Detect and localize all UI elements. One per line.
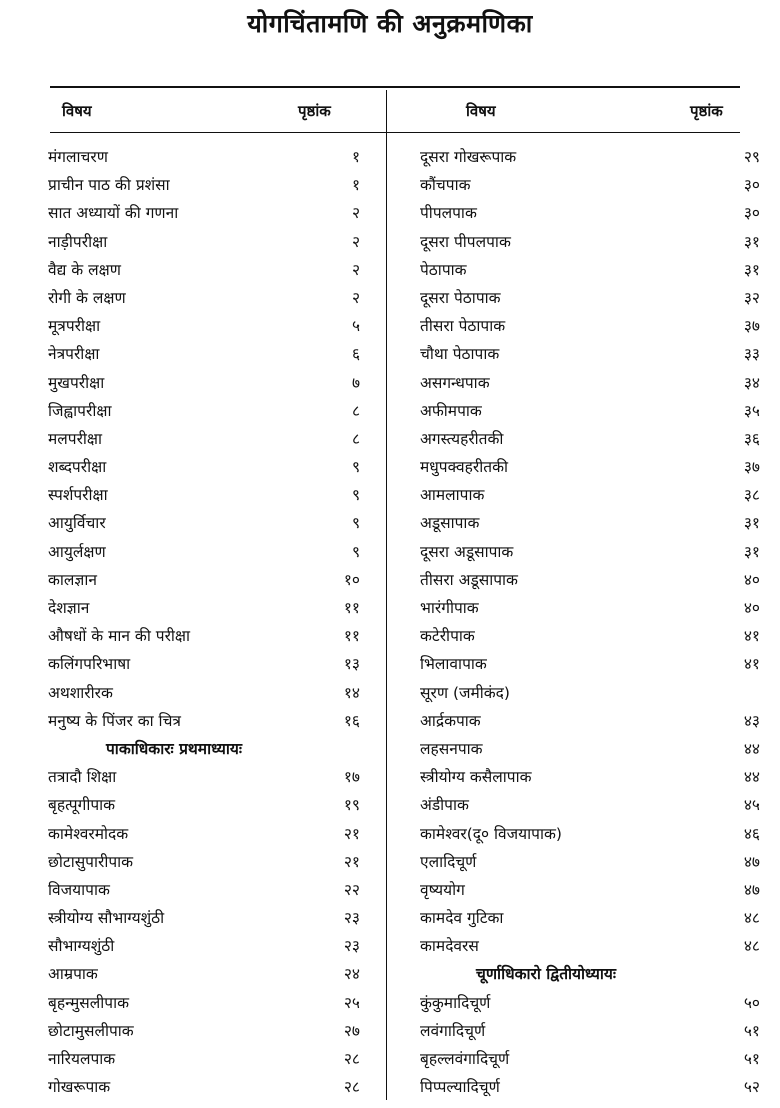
entry-page-number: ६: [351, 345, 360, 364]
entry-subject: आमलापाक: [420, 486, 485, 505]
list-item: [48, 228, 360, 256]
entry-subject: स्त्रीयोग्य सौभाग्यशुंठी: [48, 909, 165, 928]
list-item: [420, 932, 760, 960]
entry-subject: तीसरा अडूसापाक: [420, 570, 518, 589]
entry-page-number: ३७: [743, 458, 760, 477]
entry-page-number: ११: [343, 599, 360, 617]
list-item: [48, 143, 360, 171]
entry-subject: कलिंगपरिभाषा: [48, 655, 131, 674]
entry-page-number: ७: [351, 373, 360, 392]
entry-page-number: ४१: [743, 655, 760, 674]
list-item: [420, 791, 760, 819]
entry-page-number: २: [351, 260, 360, 279]
list-item: [420, 848, 760, 876]
entry-page-number: ९: [351, 542, 360, 561]
list-item: [48, 425, 360, 453]
list-item: [48, 1017, 360, 1045]
entry-subject: दूसरा अडूसापाक: [420, 542, 514, 561]
entry-subject: बृहल्लवंगादिचूर्ण: [420, 1050, 510, 1068]
entry-subject: सात अध्यायों की गणना: [48, 204, 179, 223]
entry-subject: पेठापाक: [420, 260, 467, 279]
entry-subject: शब्दपरीक्षा: [48, 458, 107, 477]
list-item: [48, 679, 360, 707]
entry-page-number: १३: [343, 655, 360, 674]
entry-subject: विजयापाक: [48, 880, 110, 899]
entry-subject: आम्रपाक: [48, 965, 98, 984]
entry-page-number: ५२: [743, 1078, 760, 1097]
entry-subject: अडूसापाक: [420, 514, 480, 533]
list-item: [420, 735, 760, 763]
entry-page-number: ३४: [743, 373, 760, 392]
list-item: [420, 509, 760, 537]
section-heading: पाकाधिकारः प्रथमाध्यायः: [106, 739, 243, 758]
list-item: [48, 594, 360, 622]
list-item: [420, 622, 760, 650]
entry-page-number: २८: [343, 1078, 360, 1097]
entry-subject: दूसरा गोखरूपाक: [420, 148, 517, 166]
list-item: [48, 989, 360, 1017]
list-item: [420, 566, 760, 594]
entry-subject: मूत्रपरीक्षा: [48, 317, 101, 336]
entry-page-number: ४३: [743, 711, 760, 730]
entry-subject: सूरण (जमीकंद): [420, 683, 510, 702]
entry-subject: कौंचपाक: [420, 176, 471, 195]
entry-subject: भिलावापाक: [420, 655, 487, 674]
list-item: [48, 1073, 360, 1101]
entry-page-number: २: [351, 232, 360, 251]
list-item: [420, 1017, 760, 1045]
entry-page-number: ४६: [743, 824, 760, 843]
entry-subject: भारंगीपाक: [420, 599, 479, 617]
entry-page-number: ३०: [743, 176, 760, 195]
entry-subject: अगस्त्यहरीतकी: [420, 429, 504, 448]
entry-subject: कुंकुमादिचूर्ण: [420, 993, 491, 1012]
list-item: [48, 256, 360, 284]
list-item: [420, 340, 760, 368]
entry-subject: औषधों के मान की परीक्षा: [48, 627, 191, 646]
list-item: [420, 284, 760, 312]
entry-page-number: ४७: [743, 880, 760, 899]
entry-page-number: १: [351, 176, 360, 195]
list-item: [48, 848, 360, 876]
entry-page-number: ३५: [743, 401, 760, 420]
entry-subject: मंगलाचरण: [48, 148, 108, 166]
list-item: [420, 312, 760, 340]
entry-subject: जिह्वापरीक्षा: [48, 401, 112, 420]
entry-subject: गोखरूपाक: [48, 1078, 111, 1097]
entry-page-number: ३३: [743, 345, 760, 364]
entry-subject: पिप्पल्यादिचूर्ण: [420, 1078, 500, 1097]
list-item: [48, 791, 360, 819]
section-heading-row: [420, 960, 760, 988]
list-item: [48, 820, 360, 848]
entry-page-number: ४७: [743, 852, 760, 871]
entry-subject: मुखपरीक्षा: [48, 373, 105, 392]
list-item: [48, 481, 360, 509]
entry-page-number: २: [351, 288, 360, 307]
list-item: [48, 876, 360, 904]
column-divider: [386, 90, 387, 1100]
entry-subject: सौभाग्यशुंठी: [48, 937, 115, 956]
entry-subject: नाड़ीपरीक्षा: [48, 232, 108, 251]
right-header-page: पृष्ठांक: [690, 102, 723, 120]
entry-subject: असगन्धपाक: [420, 373, 490, 392]
list-item: [420, 425, 760, 453]
entry-page-number: ५०: [743, 993, 760, 1012]
list-item: [48, 369, 360, 397]
list-item: [48, 763, 360, 791]
entry-page-number: २: [351, 204, 360, 223]
entry-subject: वैद्य के लक्षण: [48, 260, 121, 279]
entry-page-number: २८: [343, 1050, 360, 1068]
left-header-subject: विषय: [62, 102, 92, 120]
list-item: [420, 453, 760, 481]
list-item: [48, 707, 360, 735]
entry-subject: कालज्ञान: [48, 570, 97, 589]
list-item: [420, 876, 760, 904]
list-item: [420, 707, 760, 735]
list-item: [420, 1045, 760, 1073]
entry-page-number: ४०: [743, 599, 760, 617]
entry-page-number: २९: [743, 148, 760, 166]
list-item: [420, 989, 760, 1017]
list-item: [420, 594, 760, 622]
list-item: [420, 256, 760, 284]
entry-subject: अफीमपाक: [420, 401, 482, 420]
list-item: [48, 340, 360, 368]
entry-subject: कामदेव गुटिका: [420, 909, 504, 928]
entry-page-number: ४१: [743, 627, 760, 646]
entry-page-number: ३१: [743, 260, 760, 279]
entry-subject: देशज्ञान: [48, 599, 90, 617]
list-item: [420, 481, 760, 509]
entry-subject: दूसरा पेठापाक: [420, 288, 501, 307]
list-item: [420, 143, 760, 171]
entry-page-number: १०: [343, 570, 360, 589]
left-index-column: [48, 143, 360, 1101]
list-item: [420, 679, 760, 707]
entry-page-number: ४५: [743, 796, 760, 815]
entry-subject: लवंगादिचूर्ण: [420, 1021, 486, 1040]
entry-page-number: ४०: [743, 570, 760, 589]
entry-page-number: ५१: [743, 1021, 760, 1040]
list-item: [48, 932, 360, 960]
entry-subject: दूसरा पीपलपाक: [420, 232, 511, 251]
entry-page-number: ९: [351, 458, 360, 477]
entry-subject: आयुर्विचार: [48, 514, 106, 533]
entry-subject: मनुष्य के पिंजर का चित्र: [48, 711, 181, 730]
entry-page-number: ३१: [743, 232, 760, 251]
entry-subject: स्पर्शपरीक्षा: [48, 486, 108, 505]
list-item: [420, 538, 760, 566]
list-item: [48, 622, 360, 650]
entry-subject: नारियलपाक: [48, 1050, 116, 1068]
left-header-page: पृष्ठांक: [298, 102, 331, 120]
section-heading: चूर्णाधिकारो द्वितीयोध्यायः: [476, 965, 617, 984]
entry-subject: कामेश्वरमोदक: [48, 824, 129, 843]
entry-page-number: २१: [343, 852, 360, 871]
entry-page-number: ३६: [743, 429, 760, 448]
entry-subject: लहसनपाक: [420, 739, 483, 758]
entry-subject: पीपलपाक: [420, 204, 477, 223]
entry-subject: कटेरीपाक: [420, 627, 475, 646]
entry-page-number: १७: [343, 768, 360, 787]
entry-page-number: ३२: [743, 288, 760, 307]
entry-subject: स्त्रीयोग्य कसैलापाक: [420, 768, 532, 787]
entry-page-number: ३१: [743, 542, 760, 561]
list-item: [420, 369, 760, 397]
entry-subject: मलपरीक्षा: [48, 429, 103, 448]
entry-page-number: ५: [351, 317, 360, 336]
entry-subject: एलादिचूर्ण: [420, 852, 477, 871]
list-item: [420, 820, 760, 848]
entry-subject: वृष्ययोग: [420, 880, 465, 899]
entry-subject: आयुर्लक्षण: [48, 542, 106, 561]
list-item: [420, 228, 760, 256]
entry-subject: कामदेवरस: [420, 937, 479, 956]
entry-page-number: ८: [351, 429, 360, 448]
list-item: [48, 1045, 360, 1073]
list-item: [420, 1073, 760, 1101]
entry-page-number: ४८: [743, 937, 760, 956]
list-item: [420, 650, 760, 678]
entry-subject: मधुपक्वहरीतकी: [420, 458, 509, 477]
entry-subject: नेत्रपरीक्षा: [48, 345, 100, 364]
entry-subject: छोटामुसलीपाक: [48, 1021, 134, 1040]
entry-page-number: ८: [351, 401, 360, 420]
right-index-column: [420, 143, 760, 1101]
entry-page-number: २४: [343, 965, 360, 984]
list-item: [420, 904, 760, 932]
list-item: [48, 312, 360, 340]
entry-page-number: २७: [343, 1021, 360, 1040]
table-top-rule: [50, 86, 740, 88]
list-item: [420, 397, 760, 425]
list-item: [48, 453, 360, 481]
entry-subject: अथशारीरक: [48, 683, 113, 702]
list-item: [48, 171, 360, 199]
table-header-rule: [50, 132, 740, 133]
list-item: [48, 566, 360, 594]
entry-page-number: २५: [343, 993, 360, 1012]
entry-page-number: ३८: [743, 486, 760, 505]
entry-page-number: ४४: [743, 768, 760, 787]
entry-subject: तीसरा पेठापाक: [420, 317, 506, 336]
list-item: [420, 763, 760, 791]
section-heading-row: [48, 735, 360, 763]
entry-page-number: १४: [343, 683, 360, 702]
entry-page-number: ३७: [743, 317, 760, 336]
entry-subject: छोटासुपारीपाक: [48, 852, 134, 871]
entry-page-number: ९: [351, 486, 360, 505]
list-item: [48, 199, 360, 227]
entry-subject: कामेश्वर(दू० विजयापाक): [420, 824, 562, 843]
entry-page-number: २३: [343, 909, 360, 928]
list-item: [48, 538, 360, 566]
page-title: योगचिंतामणि की अनुक्रमणिका: [247, 9, 533, 38]
list-item: [48, 397, 360, 425]
list-item: [48, 509, 360, 537]
list-item: [48, 904, 360, 932]
entry-page-number: १९: [343, 796, 360, 815]
right-header-subject: विषय: [466, 102, 496, 120]
entry-page-number: २३: [343, 937, 360, 956]
list-item: [420, 171, 760, 199]
entry-subject: चौथा पेठापाक: [420, 345, 500, 364]
entry-subject: तत्रादौ शिक्षा: [48, 768, 117, 787]
list-item: [48, 650, 360, 678]
entry-page-number: २१: [343, 824, 360, 843]
entry-page-number: ३१: [743, 514, 760, 533]
entry-page-number: ४४: [743, 739, 760, 758]
entry-page-number: १: [351, 148, 360, 166]
entry-page-number: ३०: [743, 204, 760, 223]
entry-subject: बृहत्पूगीपाक: [48, 796, 116, 815]
entry-subject: अंडीपाक: [420, 796, 469, 815]
entry-page-number: २२: [343, 880, 360, 899]
entry-page-number: ५१: [743, 1050, 760, 1068]
list-item: [420, 199, 760, 227]
entry-page-number: ९: [351, 514, 360, 533]
entry-page-number: ११: [343, 627, 360, 646]
entry-subject: बृहन्मुसलीपाक: [48, 993, 130, 1012]
list-item: [48, 284, 360, 312]
entry-subject: प्राचीन पाठ की प्रशंसा: [48, 176, 170, 195]
list-item: [48, 960, 360, 988]
entry-page-number: ४८: [743, 909, 760, 928]
entry-page-number: १६: [343, 711, 360, 730]
entry-subject: रोगी के लक्षण: [48, 288, 126, 307]
entry-subject: आर्द्रकपाक: [420, 711, 481, 730]
